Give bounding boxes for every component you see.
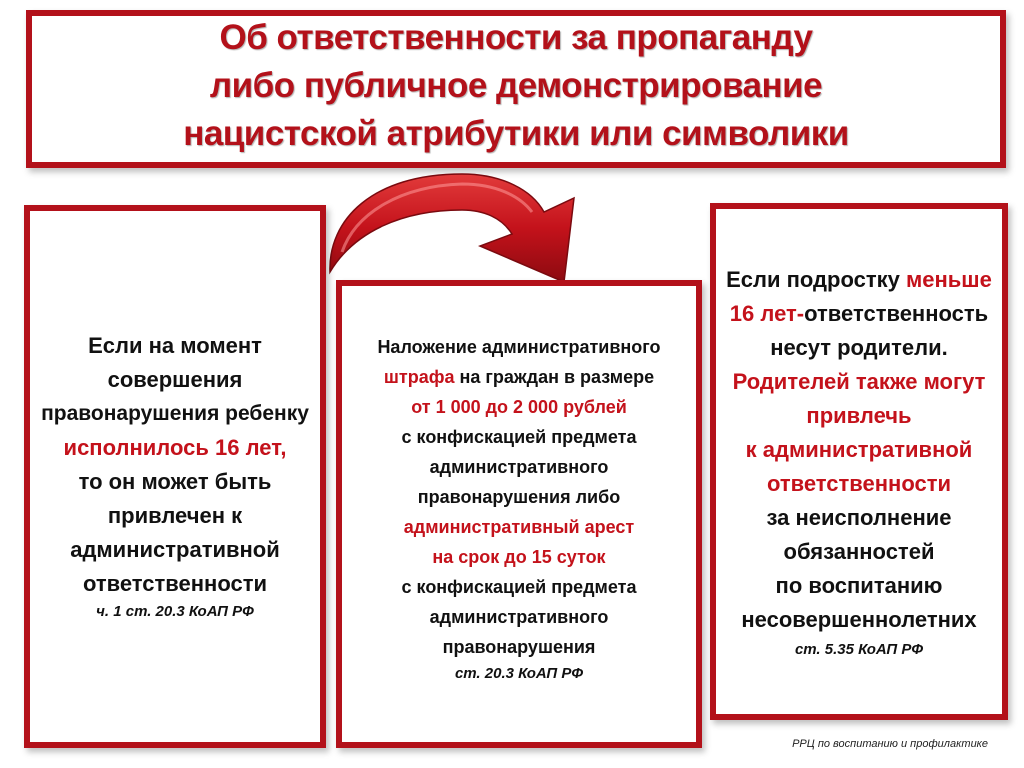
left-line-8: ответственности <box>82 571 268 596</box>
right-line-1 <box>716 263 1002 297</box>
left-line-2: совершения <box>107 367 243 392</box>
mid-line-9: с конфискацией предмета <box>401 577 637 597</box>
right-red-line-2: привлечь <box>806 403 912 428</box>
mid-line-11: правонарушения <box>442 637 596 657</box>
left-box-text <box>30 329 320 623</box>
mid-line-2 <box>342 362 696 392</box>
left-law-reference: ч. 1 ст. 20.3 КоАП РФ <box>96 603 254 620</box>
right-line-1-text: Если подростку <box>726 267 906 292</box>
title-line-2: либо публичное демонстрирование <box>209 66 823 105</box>
mid-arrest-term: на срок до 15 суток <box>432 547 606 567</box>
mid-line-5: административного <box>429 457 609 477</box>
right-box-text <box>716 263 1002 663</box>
mid-fine-amount: от 1 000 до 2 000 рублей <box>411 397 627 417</box>
mid-line-10: административного <box>429 607 609 627</box>
right-line-11: несовершеннолетних <box>741 607 977 632</box>
left-info-box <box>24 205 326 748</box>
left-line-7: административной <box>70 537 280 562</box>
curved-arrow-down-icon <box>312 160 652 290</box>
mid-fine-word: штрафа <box>383 367 455 387</box>
title-line-1: Об ответственности за пропаганду <box>219 18 813 57</box>
title-line-3: нацистской атрибутики или символики <box>183 114 849 153</box>
right-red-line-4: ответственности <box>766 471 952 496</box>
left-line-3: правонарушения ребенку <box>41 402 309 425</box>
mid-line-2-rest: на граждан в размере <box>454 367 655 387</box>
right-age: 16 лет- <box>729 301 805 326</box>
left-line-6: привлечен к <box>107 503 243 528</box>
right-line-10: по воспитанию <box>775 573 943 598</box>
mid-line-4: с конфискацией предмета <box>401 427 637 447</box>
right-line-2 <box>716 297 1002 331</box>
left-line-1: Если на момент <box>88 333 262 358</box>
mid-law-reference: ст. 20.3 КоАП РФ <box>454 665 584 682</box>
right-less-word: меньше <box>905 267 992 292</box>
right-line-3: несут родители. <box>770 335 948 360</box>
middle-info-box <box>336 280 702 748</box>
middle-box-text <box>342 332 696 686</box>
right-line-9: обязанностей <box>783 539 935 564</box>
right-red-line-1: Родителей также могут <box>732 369 986 394</box>
title-box <box>26 10 1006 168</box>
mid-line-6: правонарушения либо <box>417 487 621 507</box>
left-highlight-age: исполнилось 16 лет, <box>63 435 287 460</box>
right-red-line-3: к административной <box>745 437 973 462</box>
right-line-8: за неисполнение <box>766 505 952 530</box>
right-info-box <box>710 203 1008 720</box>
right-law-reference: ст. 5.35 КоАП РФ <box>794 641 924 658</box>
mid-line-1: Наложение административного <box>377 337 661 357</box>
footer-credit: РРЦ по воспитанию и профилактике <box>792 738 988 750</box>
right-responsibility: ответственность <box>804 301 989 326</box>
left-line-5: то он может быть <box>78 469 272 494</box>
mid-arrest: административный арест <box>403 517 635 537</box>
